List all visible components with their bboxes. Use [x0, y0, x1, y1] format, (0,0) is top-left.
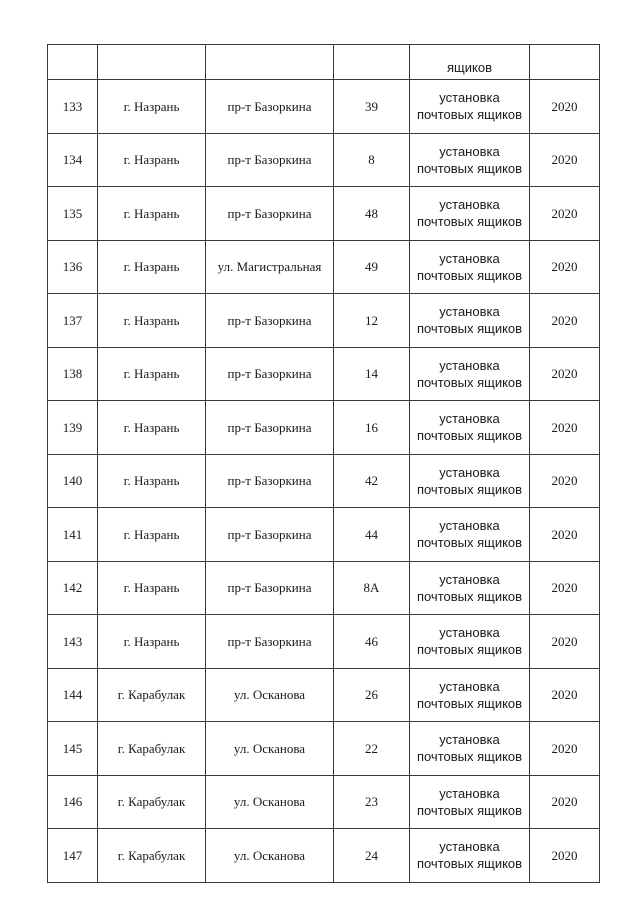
cell-work-type: установка почтовых ящиков	[410, 829, 530, 883]
cell-year: 2020	[530, 668, 600, 722]
table-row	[48, 561, 600, 615]
cell-work-type: установка почтовых ящиков	[410, 240, 530, 294]
cell-work-type: установка почтовых ящиков	[410, 668, 530, 722]
cell-number: 141	[48, 508, 98, 562]
table-row	[48, 133, 600, 187]
cell-year: 2020	[530, 187, 600, 241]
cell-work-type: установка почтовых ящиков	[410, 80, 530, 134]
table-row	[48, 775, 600, 829]
cell-city: г. Назрань	[98, 294, 206, 348]
cell-year	[530, 45, 600, 80]
cell-house: 48	[334, 187, 410, 241]
table-body	[48, 45, 600, 883]
cell-house: 12	[334, 294, 410, 348]
cell-street: пр-т Базоркина	[206, 561, 334, 615]
cell-house: 16	[334, 401, 410, 455]
cell-number: 146	[48, 775, 98, 829]
cell-city: г. Карабулак	[98, 775, 206, 829]
cell-number: 136	[48, 240, 98, 294]
cell-number: 135	[48, 187, 98, 241]
cell-house: 14	[334, 347, 410, 401]
cell-house: 8	[334, 133, 410, 187]
cell-house: 42	[334, 454, 410, 508]
cell-year: 2020	[530, 133, 600, 187]
cell-house: 46	[334, 615, 410, 669]
cell-year: 2020	[530, 80, 600, 134]
table-row	[48, 615, 600, 669]
cell-work-type: установка почтовых ящиков	[410, 454, 530, 508]
cell-house: 8А	[334, 561, 410, 615]
table-row	[48, 294, 600, 348]
table-row	[48, 668, 600, 722]
table-row	[48, 80, 600, 134]
cell-city: г. Назрань	[98, 187, 206, 241]
cell-number: 144	[48, 668, 98, 722]
cell-work-type: установка почтовых ящиков	[410, 561, 530, 615]
table-row	[48, 454, 600, 508]
table-row	[48, 401, 600, 455]
cell-street: пр-т Базоркина	[206, 80, 334, 134]
cell-city: г. Назрань	[98, 240, 206, 294]
table-row	[48, 240, 600, 294]
cell-street: ул. Осканова	[206, 775, 334, 829]
cell-street: ул. Магистральная	[206, 240, 334, 294]
cell-year: 2020	[530, 561, 600, 615]
cell-work-type: ящиков	[410, 45, 530, 80]
cell-house: 22	[334, 722, 410, 776]
cell-house	[334, 45, 410, 80]
cell-house: 39	[334, 80, 410, 134]
cell-year: 2020	[530, 454, 600, 508]
cell-year: 2020	[530, 775, 600, 829]
cell-city: г. Назрань	[98, 80, 206, 134]
cell-street: пр-т Базоркина	[206, 347, 334, 401]
cell-street: пр-т Базоркина	[206, 508, 334, 562]
cell-street: пр-т Базоркина	[206, 133, 334, 187]
cell-house: 24	[334, 829, 410, 883]
cell-city: г. Назрань	[98, 561, 206, 615]
cell-work-type: установка почтовых ящиков	[410, 187, 530, 241]
cell-year: 2020	[530, 347, 600, 401]
cell-city: г. Карабулак	[98, 722, 206, 776]
cell-house: 26	[334, 668, 410, 722]
cell-year: 2020	[530, 615, 600, 669]
cell-number: 133	[48, 80, 98, 134]
cell-year: 2020	[530, 240, 600, 294]
cell-city: г. Назрань	[98, 133, 206, 187]
cell-street: ул. Осканова	[206, 668, 334, 722]
cell-street: пр-т Базоркина	[206, 187, 334, 241]
cell-number: 134	[48, 133, 98, 187]
cell-year: 2020	[530, 294, 600, 348]
cell-city: г. Назрань	[98, 615, 206, 669]
cell-number: 142	[48, 561, 98, 615]
cell-work-type: установка почтовых ящиков	[410, 722, 530, 776]
cell-work-type: установка почтовых ящиков	[410, 508, 530, 562]
table-row	[48, 722, 600, 776]
cell-work-type: установка почтовых ящиков	[410, 775, 530, 829]
cell-number: 145	[48, 722, 98, 776]
cell-city: г. Назрань	[98, 401, 206, 455]
cell-city: г. Назрань	[98, 508, 206, 562]
cell-year: 2020	[530, 722, 600, 776]
cell-year: 2020	[530, 829, 600, 883]
cell-city: г. Карабулак	[98, 668, 206, 722]
cell-street: ул. Осканова	[206, 829, 334, 883]
table-row	[48, 187, 600, 241]
table-row-continued	[48, 45, 600, 80]
cell-street: пр-т Базоркина	[206, 615, 334, 669]
cell-number: 140	[48, 454, 98, 508]
cell-city: г. Назрань	[98, 347, 206, 401]
cell-number: 137	[48, 294, 98, 348]
cell-number: 147	[48, 829, 98, 883]
cell-street: пр-т Базоркина	[206, 454, 334, 508]
cell-year: 2020	[530, 401, 600, 455]
cell-number: 139	[48, 401, 98, 455]
table-row	[48, 347, 600, 401]
cell-street: ул. Осканова	[206, 722, 334, 776]
table-row	[48, 829, 600, 883]
cell-house: 49	[334, 240, 410, 294]
cell-work-type: установка почтовых ящиков	[410, 401, 530, 455]
cell-city: г. Карабулак	[98, 829, 206, 883]
cell-city	[98, 45, 206, 80]
cell-work-type: установка почтовых ящиков	[410, 615, 530, 669]
cell-street: пр-т Базоркина	[206, 401, 334, 455]
cell-number	[48, 45, 98, 80]
cell-work-type: установка почтовых ящиков	[410, 347, 530, 401]
cell-work-type: установка почтовых ящиков	[410, 133, 530, 187]
cell-year: 2020	[530, 508, 600, 562]
cell-work-type: установка почтовых ящиков	[410, 294, 530, 348]
cell-street: пр-т Базоркина	[206, 294, 334, 348]
cell-house: 44	[334, 508, 410, 562]
cell-number: 138	[48, 347, 98, 401]
address-program-table	[47, 44, 600, 883]
cell-number: 143	[48, 615, 98, 669]
cell-city: г. Назрань	[98, 454, 206, 508]
cell-house: 23	[334, 775, 410, 829]
cell-street	[206, 45, 334, 80]
table-row	[48, 508, 600, 562]
